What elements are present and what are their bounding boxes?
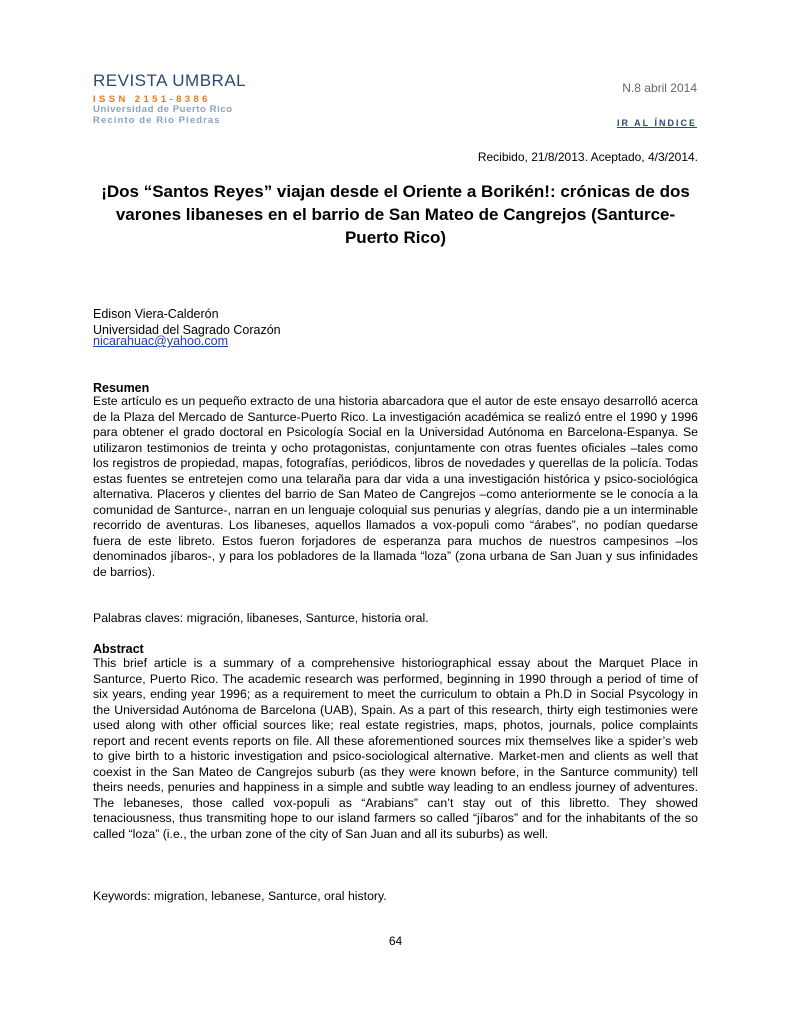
index-link[interactable]: IR AL ÍNDICE xyxy=(616,118,697,128)
abstract-body: This brief article is a summary of a comprehensive historiographical essay about the Marquet Place in Santurce, Puerto Rico. The academic research was performed, beginning in 1990 through a period of time of six years, ending year 1996; as a requirement to meet the curriculum to obtain a Ph.D in Social Psycology in the Universidad Autónoma de Barcelona (UAB), Spain. As a part of this research, thirty eigh testimonies were used along with other official sources like; real estate registries, maps, photos, journals, police complaints report and recent events reports on file. All these aforementioned sources mix themselves like a spider’s web to give birth to a historic investigation and psico-sociological alternative. Market-men and clients as well that coexist in the San Mateo de Cangrejos suburb (as they were known before, in the Santurce community) tell theirs needs, penuries and happiness in a simple and subtle way leading to an endless journey of adventures. The lebaneses, those called vox-populi as “Arabians” can’t stay out of this libretto. They showed tenaciousness, thus transmiting hope to our island farmers so called “jíbaros” and for the inhabitants of the so called “loza” (i.e., the urban zone of the city of San Juan and all its suburbs) as well. xyxy=(93,656,698,841)
article-title: ¡Dos “Santos Reyes” viajan desde el Oriente a Borikén!: crónicas de dos varones libaneses en el barrio de San Mateo de Cangrejos (Santurce-Puerto Rico) xyxy=(101,182,690,247)
journal-university: Universidad de Puerto Rico xyxy=(93,104,233,115)
abstract-heading: Abstract xyxy=(93,642,144,656)
page-number: 64 xyxy=(388,934,403,948)
author-name: Edison Viera-Calderón xyxy=(93,307,219,321)
received-date: Recibido, 21/8/2013. Aceptado, 4/3/2014. xyxy=(477,150,698,164)
author-email-link[interactable]: nicarahuac@yahoo.com xyxy=(93,334,228,348)
resumen-keywords: Palabras claves: migración, libaneses, Santurce, historia oral. xyxy=(93,611,429,625)
journal-name: REVISTA UMBRAL xyxy=(93,71,247,90)
abstract-keywords: Keywords: migration, lebanese, Santurce, oral history. xyxy=(93,889,387,903)
journal-campus: Recinto de Río Piedras xyxy=(93,115,221,126)
resumen-heading: Resumen xyxy=(93,381,150,395)
author-affiliation: Universidad del Sagrado Corazón xyxy=(93,323,281,337)
journal-issn: ISSN 2151-8386 xyxy=(93,94,211,105)
issue-label: N.8 abril 2014 xyxy=(622,81,697,95)
resumen-body: Este artículo es un pequeño extracto de una historia abarcadora que el autor de este ensayo desarrolló acerca de la Plaza del Mercado de Santurce-Puerto Rico. La investigación académica se realizó entre el 1990 y 1996 para obtener el grado doctoral en Psicología Social en la Universidad Autónoma en Barcelona-Espanya. Se utilizaron testimonios de treinta y ocho protagonistas, conjuntamente con otras fuentes oficiales –tales como los registros de propiedad, mapas, fotografías, periódicos, libros de novedades y querellas de la policía. Todas estas fuentes se entretejen como una telaraña para dar vida a una investigación histórica y psico-sociológica alternativa. Placeros y clientes del barrio de San Mateo de Cangrejos –como anteriormente se le conocía a la comunidad de Santurce-, narran en un lenguaje coloquial sus penurias y alegrías, dando pie a un interminable recorrido de aventuras. Los libaneses, aquellos llamados a vox-populi como “árabes”, no podían quedarse fuera de este libreto. Estos fueron forjadores de esperanza para muchos de nuestros campesinos –los denominados jíbaros-, y para los pobladores de la llamada “loza” (zona urbana de San Juan y sus infinidades de barrios). xyxy=(93,394,698,579)
